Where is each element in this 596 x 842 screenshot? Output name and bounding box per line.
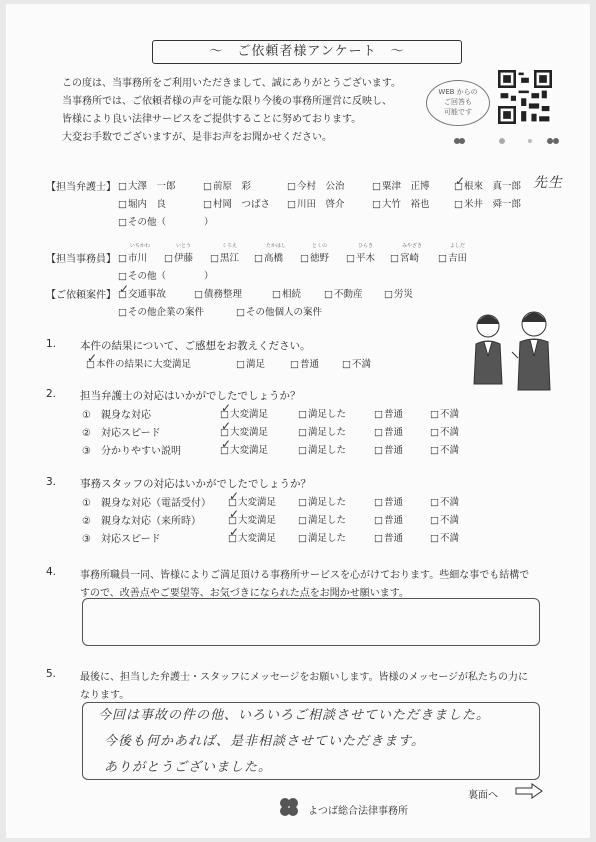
staff-option[interactable]: □ 平木 — [346, 250, 375, 264]
q4-text-line-2: すので、改善点やご要望等、お気づきになられた点をお聞かせ願います。 — [80, 588, 409, 599]
handwritten-message-line-1: 今回は事故の件の他、いろいろご相談させていただきました。 — [98, 708, 491, 723]
staff-option[interactable]: □ 徳野 — [300, 250, 329, 264]
q2-option[interactable]: □ 満足した — [298, 406, 346, 420]
q3-option[interactable]: □ 不満 — [430, 494, 459, 508]
q2-option[interactable]: □ 不満 — [430, 442, 459, 456]
survey-page — [6, 4, 590, 838]
staff-ruby: ひらき — [358, 243, 374, 249]
q3-option-selected[interactable]: □ 大変満足 — [228, 494, 276, 508]
q1-option[interactable]: □ 不満 — [342, 356, 371, 370]
q1-option[interactable]: □ 満足 — [236, 356, 265, 370]
q3-option[interactable]: □ 不満 — [430, 530, 459, 544]
staff-option[interactable]: □ 高橋 — [254, 250, 283, 264]
staff-ruby: いとう — [176, 243, 192, 249]
q2-option[interactable]: □ 普通 — [374, 442, 403, 456]
q5-text-line-1: 最後に、担当した弁護士・スタッフにメッセージをお願いします。皆様のメッセージが私たちの力に — [80, 672, 528, 683]
q3-option[interactable]: □ 不満 — [430, 512, 459, 526]
staff-option[interactable]: □ 伊藤 — [164, 250, 193, 264]
q3-text: 事務スタッフの対応はいかがでしたでしょうか？ — [80, 478, 311, 490]
q2-row-label: ② 対応スピード — [82, 428, 161, 439]
q3-row-label: ① 親身な対応（電話受付） — [82, 498, 211, 509]
q1-option[interactable]: □ 普通 — [290, 356, 319, 370]
lawyer-option[interactable]: □ 今村 公治 — [287, 178, 345, 192]
q4-answer-box[interactable] — [82, 598, 540, 646]
handwritten-message-line-3: ありがとうございました。 — [104, 760, 273, 775]
lawyer-option-selected[interactable]: □ 根來 真一郎 — [454, 178, 521, 192]
q5-number: 5. — [46, 668, 57, 680]
case-option[interactable]: □ その他個人の案件 — [236, 304, 322, 318]
staff-option-other[interactable]: □ その他（ ） — [118, 268, 214, 282]
intro-line-3: 皆様により良い法律サービスをご提供することに努めております。 — [62, 114, 362, 125]
lawyer-option[interactable]: □ 前原 彩 — [203, 178, 251, 192]
lawyer-option[interactable]: □ 粟津 正博 — [372, 178, 430, 192]
check-mark-icon: ✓ — [221, 419, 232, 433]
check-mark-icon: ✓ — [119, 282, 130, 296]
web-badge-line-2: ご回答も — [444, 98, 472, 106]
staff-option[interactable]: □ 宮崎 — [390, 250, 419, 264]
web-badge-line-3: 可能です — [444, 108, 472, 116]
q2-option[interactable]: □ 満足した — [298, 442, 346, 456]
q3-row-label: ② 親身な対応（来所時） — [82, 516, 201, 527]
check-mark-icon: ✓ — [221, 437, 232, 451]
staff-option[interactable]: □ 吉田 — [438, 250, 467, 264]
back-side-label[interactable]: 裏面へ — [468, 790, 498, 801]
staff-label: 【担当事務員】 — [46, 254, 116, 265]
q3-option[interactable]: □ 満足した — [298, 494, 346, 508]
intro-line-1: この度は、当事務所をご利用いただきまして、誠にありがとうございます。 — [62, 78, 401, 89]
staff-ruby: くろえ — [222, 243, 238, 249]
case-option[interactable]: □ 相続 — [272, 286, 301, 300]
lawyers-illustration-icon — [466, 304, 566, 396]
q2-option[interactable]: □ 不満 — [430, 406, 459, 420]
q2-option-selected[interactable]: □ 大変満足 — [220, 406, 268, 420]
q2-option[interactable]: □ 普通 — [374, 406, 403, 420]
arrow-right-icon[interactable] — [514, 782, 544, 800]
check-mark-icon: ✓ — [221, 401, 232, 415]
lawyer-option[interactable]: □ 大澤 一郎 — [118, 178, 176, 192]
qr-code-icon[interactable] — [498, 70, 552, 124]
q3-option-selected[interactable]: □ 大変満足 — [228, 512, 276, 526]
q2-row-label: ① 親身な対応 — [82, 410, 151, 421]
check-mark-icon: ✓ — [455, 174, 466, 188]
q1-number: 1. — [46, 338, 57, 350]
check-mark-icon: ✓ — [229, 507, 240, 521]
case-option[interactable]: □ 不動産 — [324, 286, 363, 300]
q4-number: 4. — [46, 566, 57, 578]
q3-number: 3. — [46, 476, 57, 488]
check-mark-icon: ✓ — [229, 525, 240, 539]
handwritten-note: 先生 — [533, 175, 563, 191]
q3-option-selected[interactable]: □ 大変満足 — [228, 530, 276, 544]
firm-name: よつば総合法律事務所 — [308, 806, 408, 817]
lawyers-label: 【担当弁護士】 — [46, 182, 116, 193]
lawyer-option[interactable]: □ 村岡 つばさ — [203, 196, 270, 210]
q3-option[interactable]: □ 普通 — [374, 494, 403, 508]
q5-text-line-2: なります。 — [80, 690, 130, 701]
staff-ruby: とくの — [312, 243, 328, 249]
case-option[interactable]: □ 労災 — [384, 286, 413, 300]
q2-option[interactable]: □ 普通 — [374, 424, 403, 438]
clover-row-icon — [452, 132, 562, 144]
web-answer-badge — [426, 80, 490, 126]
q2-option[interactable]: □ 満足した — [298, 424, 346, 438]
lawyer-option[interactable]: □ 川田 啓介 — [287, 196, 345, 210]
case-label: 【ご依頼案件】 — [46, 290, 116, 301]
staff-ruby: たかはし — [266, 243, 287, 249]
q3-option[interactable]: □ 満足した — [298, 530, 346, 544]
q3-row-label: ③ 対応スピード — [82, 534, 161, 545]
staff-ruby: よしだ — [450, 243, 466, 249]
handwritten-message-line-2: 今後も何かあれば、是非相談させていただきます。 — [104, 734, 425, 749]
web-badge-line-1: WEB からの — [438, 88, 478, 96]
check-mark-icon: ✓ — [229, 489, 240, 503]
lawyer-option[interactable]: □ 米井 舜一郎 — [454, 196, 521, 210]
clover-logo-icon — [276, 794, 302, 820]
staff-ruby: いちかわ — [130, 243, 151, 249]
case-option-selected[interactable]: □ 交通事故 — [118, 286, 166, 300]
q4-text-line-1: 事務所職員一同、皆様によりご満足頂ける事務所サービスを心がけております。些細な事でも結構で — [80, 570, 530, 581]
staff-ruby: みやざき — [402, 243, 423, 249]
q3-option[interactable]: □ 普通 — [374, 512, 403, 526]
q2-option-selected[interactable]: □ 大変満足 — [220, 424, 268, 438]
q1-text: 本件の結果について、ご感想をお教えください。 — [80, 340, 311, 352]
q3-option[interactable]: □ 普通 — [374, 530, 403, 544]
lawyer-option-other[interactable]: □ その他（ ） — [118, 214, 214, 228]
q2-number: 2. — [46, 388, 57, 400]
q2-text: 担当弁護士の対応はいかがでしたでしょうか？ — [80, 390, 301, 402]
case-option[interactable]: □ その他企業の案件 — [118, 304, 204, 318]
case-option[interactable]: □ 債務整理 — [194, 286, 242, 300]
q2-option-selected[interactable]: □ 大変満足 — [220, 442, 268, 456]
intro-line-2: 当事務所では、ご依頼者様の声を可能な限り今後の事務所運営に反映し、 — [62, 96, 392, 107]
q3-option[interactable]: □ 満足した — [298, 512, 346, 526]
staff-option[interactable]: □ 市川 — [118, 250, 147, 264]
check-mark-icon: ✓ — [87, 351, 98, 365]
q1-option-selected[interactable]: □ 本件の結果に大変満足 — [86, 356, 191, 370]
staff-option[interactable]: □ 黒江 — [210, 250, 239, 264]
lawyer-option[interactable]: □ 大竹 裕也 — [372, 196, 430, 210]
lawyer-option[interactable]: □ 堀内 良 — [118, 196, 166, 210]
q2-row-label: ③ 分かりやすい説明 — [82, 446, 181, 457]
intro-line-4: 大変お手数でございますが、是非お声をお聞かせください。 — [62, 132, 332, 143]
q2-option[interactable]: □ 不満 — [430, 424, 459, 438]
survey-title: ～ ご依頼者様アンケート ～ — [152, 40, 462, 64]
